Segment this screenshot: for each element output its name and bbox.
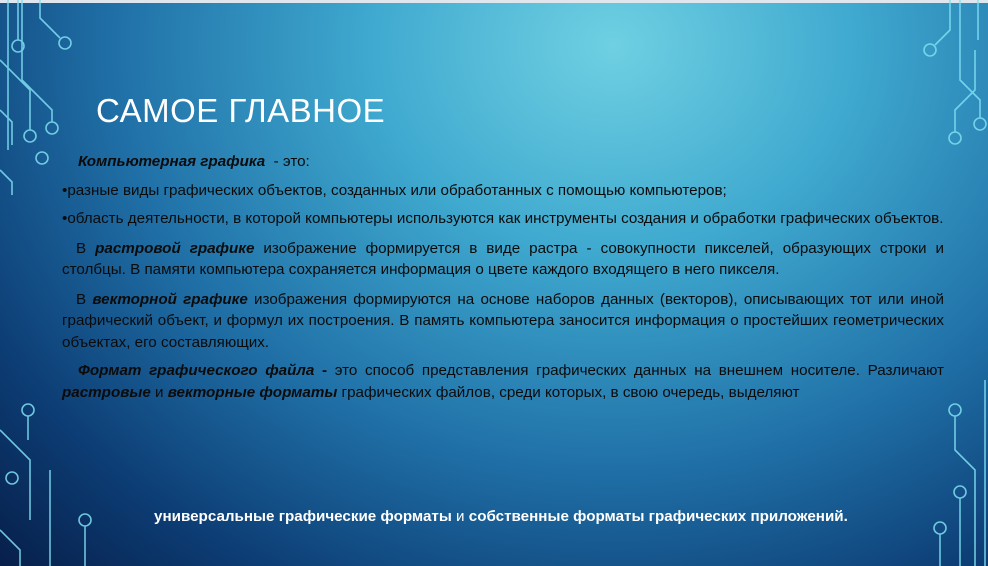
vector-paragraph [62, 289, 944, 354]
format-term-raster: растровые [62, 383, 151, 401]
bullet-2: •область деятельности, в которой компьютеры используются как инструменты создания и обработки графических объектов. [62, 210, 944, 227]
raster-lead: В [76, 239, 96, 257]
definition-line [62, 151, 944, 173]
vector-text: изображения формируются на основе наборов данных (векторов), описывающих тот или иной графический объект, и формул их построения. В память компьютера заносится информация о простейших геометрических объектах, его составляющих. [62, 290, 944, 351]
definition-term: Компьютерная графика [78, 153, 266, 170]
format-dash: - [314, 362, 328, 379]
raster-text: изображение формируется в виде растра - совокупности пикселей, образующих строки и столбцы. В памяти компьютера сохраняется информация о цвете каждого входящего в него пикселя. [62, 239, 944, 278]
format-and: и [150, 383, 168, 401]
slide-title: САМОЕ ГЛАВНОЕ [96, 92, 386, 129]
format-paragraph [62, 360, 944, 403]
format-text-2: графических файлов, среди которых, в свою очередь, выделяют [337, 383, 800, 401]
format-term-vector: векторные форматы [167, 383, 338, 401]
final-part-2: собственные форматы графических приложений. [468, 508, 848, 525]
raster-term: растровой графике [95, 239, 255, 257]
vector-lead: В [76, 290, 93, 308]
format-term: Формат графического файла [78, 362, 315, 379]
slide-body [62, 151, 944, 403]
raster-paragraph [62, 238, 944, 281]
final-part-1: универсальные графические форматы [154, 508, 452, 525]
vector-term: векторной графике [92, 290, 248, 308]
final-and: и [451, 508, 469, 525]
definition-suffix: - это: [265, 153, 310, 170]
bullet-1: •разные виды графических объектов, созданных или обработанных с помощью компьютеров; [62, 181, 727, 199]
final-line [154, 508, 848, 525]
format-text-1: это способ представления графических данных на внешнем носителе. Различают [327, 362, 945, 379]
